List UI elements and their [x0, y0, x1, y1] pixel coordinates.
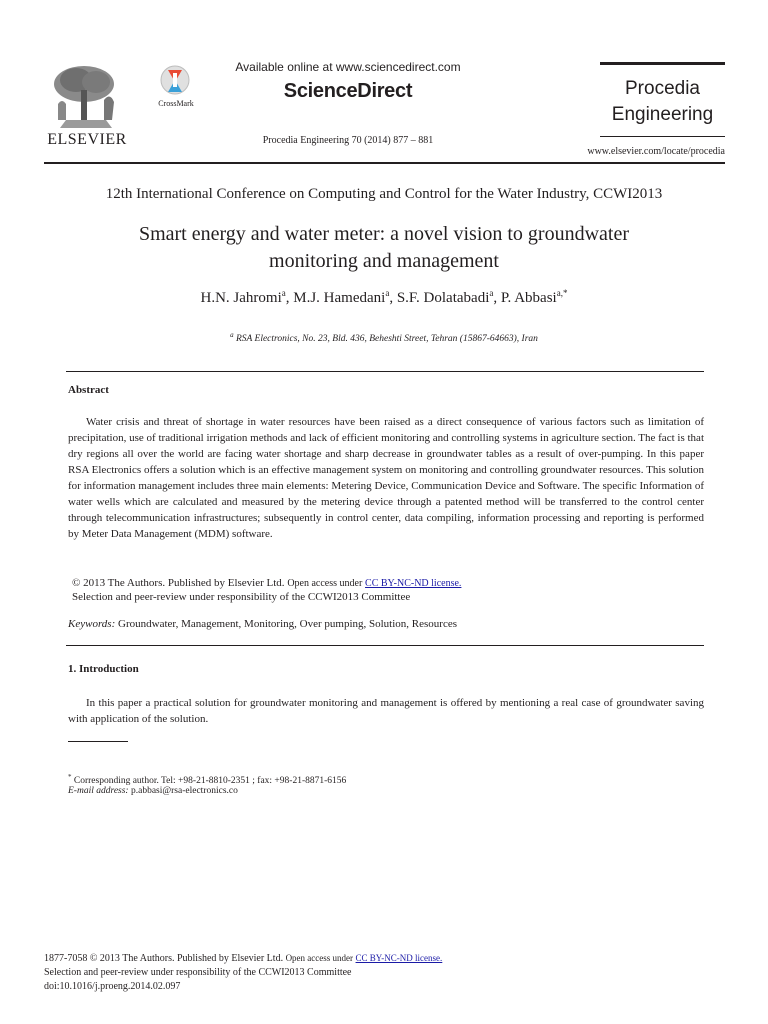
- journal-name-line1: Procedia: [625, 78, 700, 99]
- footnote-rule: [68, 741, 128, 742]
- header-divider: [44, 162, 725, 164]
- abstract-body: Water crisis and threat of shortage in water resources have been raised as a direct consequence of various factors such as limitation of precipitation, use of traditional irrigation methods and lack of efficient monitoring and controlling systems in agriculture section. The fact is that dry regions all over the world are facing water shortage and sharp decrease in groundwater tables as a result of over-pumping. In this paper RSA Electronics offers a solution which is an effective management system on monitoring and controlling groundwater resources. This solution for information management includes three main elements: Metering Device, Communication Device and Software. The specific Information of water wells which are calculated and measured by the metering device through a patented method will be transferred to the control center through telecommunication infrastructures; subsequently in control center, data compiling, information processing and reporting is performed by Meter Data Management (MDM) software.: [68, 416, 704, 540]
- footnote-corresponding: * Corresponding author. Tel: +98-21-8810-2351 ; fax: +98-21-8871-6156: [68, 773, 347, 787]
- abstract-top-rule: [66, 371, 704, 372]
- peer-review-line: Selection and peer-review under responsibility of the CCWI2013 Committee: [72, 591, 411, 603]
- keywords-label: Keywords:: [68, 618, 116, 630]
- footer-doi[interactable]: doi:10.1016/j.proeng.2014.02.097: [44, 981, 181, 992]
- footnote-email: E-mail address: p.abbasi@rsa-electronics.co: [68, 786, 238, 796]
- abstract-bottom-rule: [66, 645, 704, 646]
- available-online-text: Available online at www.sciencedirect.com: [235, 60, 461, 74]
- author: M.J. Hamedani$^a$,: [293, 288, 397, 306]
- footer-license-link[interactable]: CC BY-NC-ND license.: [355, 953, 443, 963]
- journal-box-top-rule: [600, 62, 725, 65]
- journal-box-bottom-rule: [600, 136, 725, 137]
- author: S.F. Dolatabadi$^a$,: [396, 288, 501, 306]
- affiliation: $^a$ RSA Electronics, No. 23, Bld. 436, Beheshti Street, Tehran (15867-64663), Iran: [230, 331, 538, 345]
- abstract-heading: Abstract: [68, 384, 109, 396]
- footer-peer-review: Selection and peer-review under responsibility of the CCWI2013 Committee: [44, 967, 352, 978]
- copyright-line: © 2013 The Authors. Published by Elsevier Ltd. Open access under CC BY-NC-ND license.: [72, 577, 462, 589]
- journal-citation: Procedia Engineering 70 (2014) 877 – 881: [262, 135, 434, 146]
- elsevier-tree-logo: [46, 60, 128, 132]
- author-list: [40, 288, 728, 307]
- keywords-line: [68, 618, 704, 630]
- elsevier-wordmark: ELSEVIER: [47, 131, 127, 148]
- sciencedirect-logo[interactable]: ScienceDirect: [283, 80, 413, 102]
- footer-copyright: 1877-7058 © 2013 The Authors. Published by Elsevier Ltd. Open access under CC BY-NC-ND license.: [44, 953, 443, 964]
- section1-heading: 1. Introduction: [68, 663, 139, 675]
- journal-name-line2: Engineering: [611, 104, 714, 125]
- keywords-value: Groundwater, Management, Monitoring, Over pumping, Solution, Resources: [118, 618, 457, 630]
- license-link[interactable]: CC BY-NC-ND license.: [365, 578, 462, 589]
- author: P. Abbasi$^{a,*}$: [500, 288, 568, 306]
- crossmark-label: CrossMark: [158, 99, 194, 108]
- affiliation-mark: a: [230, 331, 234, 339]
- journal-url[interactable]: www.elsevier.com/locate/procedia: [587, 146, 725, 157]
- author: H.N. Jahromi$^a$,: [200, 288, 294, 306]
- conference-name: 12th International Conference on Computing and Control for the Water Industry, CCWI2013: [105, 186, 663, 202]
- email-address[interactable]: p.abbasi@rsa-electronics.co: [130, 786, 238, 796]
- paper-title-line1: Smart energy and water meter: a novel vision to groundwater: [138, 223, 630, 245]
- paper-title-line2: monitoring and management: [269, 250, 499, 272]
- section1-body: In this paper a practical solution for groundwater monitoring and management is offered by mentioning a real case of groundwater saving with application of the solution.: [68, 697, 704, 725]
